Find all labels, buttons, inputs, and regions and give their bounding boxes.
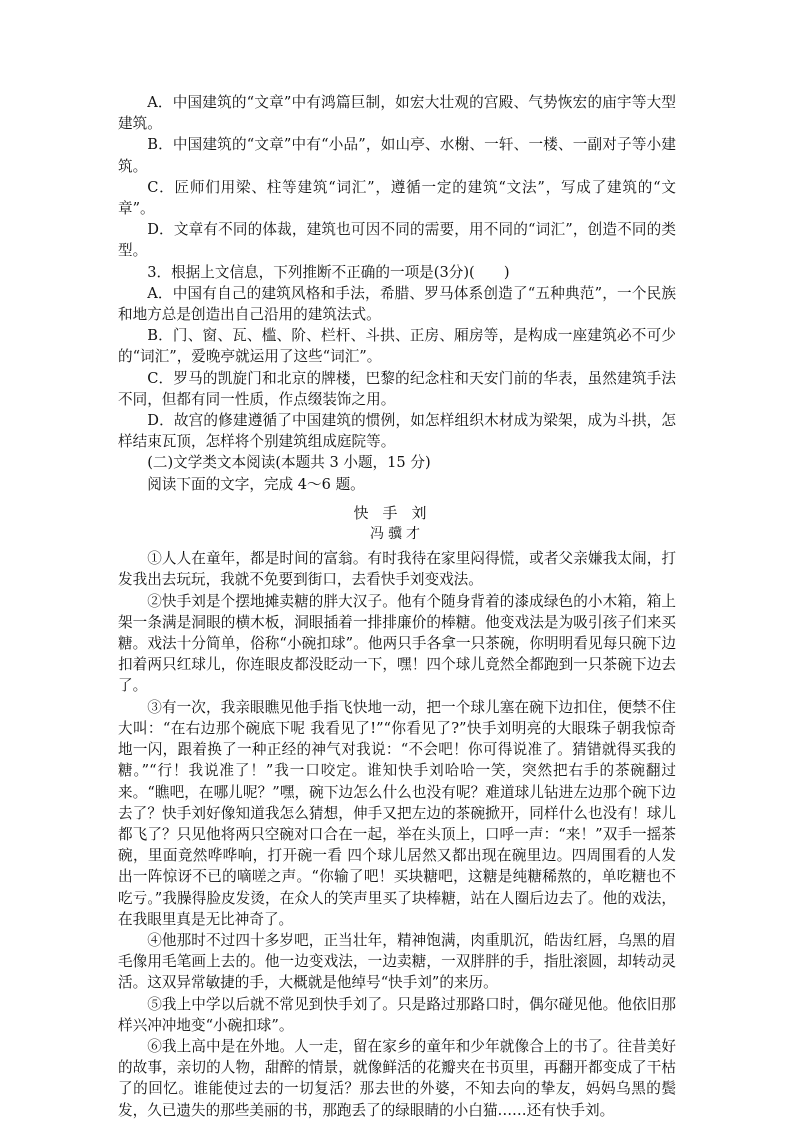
story-title: 快手刘	[353, 503, 441, 522]
section-heading: (二)文学类文本阅读(本题共 3 小题，15 分)	[147, 454, 431, 472]
story-body	[118, 548, 676, 1120]
q3-option-d: D．故宫的修建遵循了中国建筑的惯例，如怎样组织木材成为梁架，成为斗拱，怎样结束瓦顶，怎样将个别建筑组成庭院等。	[118, 412, 676, 451]
story-paragraph-3: ③有一次，我亲眼瞧见他手指飞快地一动，把一个球儿塞在碗下边扣住，便禁不住大叫：“在右边那个碗底下呢 我看见了!”“你看见了?”快手刘明亮的大眼珠子朝我惊奇地一闪，跟着换了一种正经的神气对我说：“不会吧！你可得说准了。猜错就得买我的糖。”“行！我说准了！”我一口咬定。谁知快手刘哈哈一笑，突然把右手的茶碗翻过来。“瞧吧，在哪儿呢？”嘿，碗下边怎么什么也没有呢？难道球儿钻进左边那个碗下边去了？快手刘好像知道我怎么猜想，伸手又把左边的茶碗掀开，同样什么也没有！球儿都飞了？只见他将两只空碗对口合在一起，举在头顶上，口呼一声：“来！”双手一摇茶碗，里面竟然哗哗响，打开碗一看 四个球儿居然又都出现在碗里边。四周围看的人发出一阵惊讶不已的嘀嗟之声。“你输了吧！买块糖吧，这糖是纯糖稀熬的，单吃糖也不吃亏。”我臊得脸皮发烫，在众人的笑声里买了块棒糖，站在人圈后边去了。他的戏法，在我眼里真是无比神奇了。	[118, 698, 676, 928]
q3-stem: 3．根据上文信息，下列推断不正确的一项是(3分)( )	[147, 263, 510, 281]
exam-page	[118, 92, 676, 1121]
q2-option-d: D．文章有不同的体裁，建筑也可因不同的需要，用不同的“词汇”，创造不同的类型。	[118, 221, 676, 260]
story-paragraph-4: ④他那时不过四十多岁吧，正当壮年，精神饱满，肉重肌沉，皓齿红唇，乌黑的眉毛像用毛笔画上去的。他一边变戏法，一边卖糖，一双胖胖的手，指肚滚圆，却转动灵活。这双异常敏捷的手，大概就是他绰号“快手刘”的来历。	[118, 931, 676, 992]
q2-option-c: C．匠师们用梁、柱等建筑“词汇”，遵循一定的建筑“文法”，写成了建筑的“文章”。	[118, 178, 676, 218]
story-paragraph-6: ⑥我上高中是在外地。人一走，留在家乡的童年和少年就像合上的书了。往昔美好的故事，亲切的人物，甜醉的情景，就像鲜活的花瓣夹在书页里，再翻开都变成了干枯了的回忆。谁能使过去的一切复活？那去世的外婆，不知去向的挚友，妈妈乌黑的鬓发，久已遗失的那些美丽的书，那跑丢了的绿眼睛的小白猫……还有快手刘。	[118, 1037, 676, 1119]
q3-option-a: A．中国有自己的建筑风格和手法，希腊、罗马体系创造了“五种典范”，一个民族和地方总是创造出自己沿用的建筑法式。	[118, 284, 676, 324]
story-paragraph-5: ⑤我上中学以后就不常见到快手刘了。只是路过那路口时，偶尔碰见他。他依旧那样兴冲冲地变“小碗扣球”。	[118, 995, 676, 1034]
story-author: 冯骥才	[370, 526, 424, 543]
q2-option-a: A．中国建筑的“文章”中有鸿篇巨制，如宏大壮观的宫殿、气势恢宏的庙宇等大型建筑。	[118, 94, 676, 133]
section-instruction: 阅读下面的文字，完成 4～6 题。	[147, 475, 365, 493]
q3-option-c: C．罗马的凯旋门和北京的牌楼，巴黎的纪念柱和天安门前的华表，虽然建筑手法不同，但都有同一性质，作点缀装饰之用。	[118, 369, 676, 408]
story-paragraph-1: ①人人在童年，都是时间的富翁。有时我待在家里闷得慌，或者父亲嫌我太闹，打发我出去玩玩，我就不免要到街口，去看快手刘变戏法。	[118, 550, 676, 589]
q3-option-b: B．门、窗、瓦、槛、阶、栏杆、斗拱、正房、厢房等，是构成一座建筑必不可少的“词汇”，爱晚亭就运用了这些“词汇”。	[118, 327, 676, 366]
q2-option-b: B．中国建筑的“文章”中有“小品”，如山亭、水榭、一轩、一楼、一副对子等小建筑。	[118, 136, 676, 175]
story-paragraph-2: ②快手刘是个摆地摊卖糖的胖大汉子。他有个随身背着的漆成绿色的小木箱，箱上架一条满是洞眼的横木板，洞眼插着一排排廉价的棒糖。他变戏法是为吸引孩子们来买糖。戏法十分简单，俗称“小碗扣球”。他两只手各拿一只茶碗，你明明看见每只碗下边扣着两只红球儿，你连眼皮都没眨动一下，嘿！四个球儿竟然全都跑到一只茶碗下边去了。	[118, 592, 676, 695]
